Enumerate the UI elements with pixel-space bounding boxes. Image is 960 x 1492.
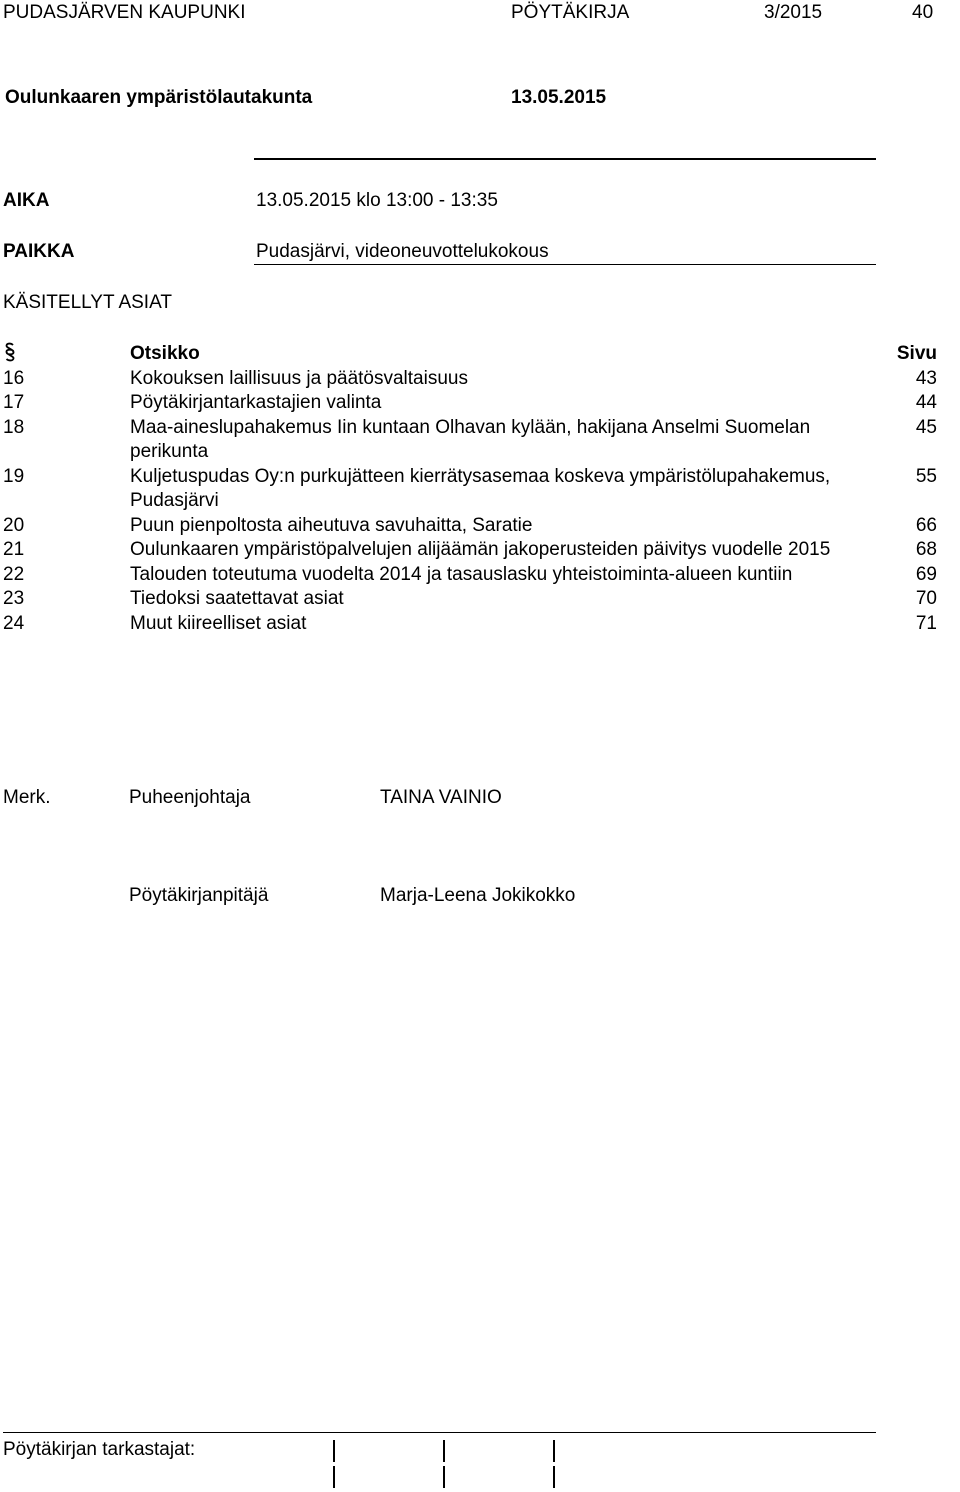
item-page: 70: [915, 588, 937, 609]
agenda-row: [3, 367, 937, 392]
reviewer-signature-box: [443, 1440, 445, 1462]
reviewers-label: Pöytäkirjan tarkastajat:: [3, 1439, 196, 1460]
item-title: Talouden toteutuma vuodelta 2014 ja tasauslasku yhteistoiminta-alueen kuntiin: [130, 563, 793, 585]
merk-label: Merk.: [3, 787, 51, 808]
reviewer-signature-box: [553, 1466, 555, 1488]
org-name: PUDASJÄRVEN KAUPUNKI: [3, 2, 246, 23]
agenda-row: [3, 563, 937, 588]
item-title: Oulunkaaren ympäristöpalvelujen alijäämän jakoperusteiden päivitys vuodelle 2015: [130, 539, 831, 560]
item-title: Tiedoksi saatettavat asiat: [130, 588, 344, 609]
item-number: 24: [3, 612, 25, 634]
item-number: 20: [3, 514, 25, 536]
secretary-name: Marja-Leena Jokikokko: [380, 885, 576, 906]
item-number: 22: [3, 563, 25, 585]
item-number: 19: [3, 465, 25, 487]
header-divider: [254, 158, 876, 160]
section-title: KÄSITELLYT ASIAT: [3, 292, 172, 313]
doc-type: PÖYTÄKIRJA: [511, 2, 630, 23]
chair-role: Puheenjohtaja: [129, 787, 251, 808]
item-title: Kuljetuspudas Oy:n purkujätteen kierrätysasemaa koskeva ympäristölupahakemus, Pudasjärvi: [130, 465, 831, 511]
secretary-role: Pöytäkirjanpitäjä: [129, 885, 269, 906]
reviewer-signature-box: [553, 1440, 555, 1462]
place-value: Pudasjärvi, videoneuvottelukokous: [256, 241, 549, 262]
item-page: 45: [915, 416, 937, 438]
agenda-row: [3, 465, 937, 514]
place-divider: [254, 264, 876, 265]
agenda-row: [3, 612, 937, 637]
item-page: 71: [915, 612, 937, 634]
item-number: 16: [3, 367, 25, 389]
item-number: 21: [3, 539, 25, 560]
reviewer-signature-box: [333, 1440, 335, 1462]
committee-name: Oulunkaaren ympäristölautakunta: [5, 87, 313, 108]
item-page: 69: [915, 563, 937, 585]
agenda-row: [3, 587, 937, 612]
item-page: 68: [915, 539, 937, 560]
item-title: Muut kiireelliset asiat: [130, 612, 307, 634]
time-value: 13.05.2015 klo 13:00 - 13:35: [256, 190, 498, 211]
agenda-table: [3, 342, 937, 636]
meeting-date: 13.05.2015: [511, 87, 607, 108]
col-title-header: Otsikko: [130, 343, 200, 364]
agenda-row: [3, 514, 937, 539]
col-page-header: Sivu: [896, 343, 937, 364]
item-page: 55: [915, 465, 937, 487]
agenda-row: [3, 416, 937, 465]
doc-number: 3/2015: [764, 2, 823, 23]
section-sign-icon: [3, 342, 17, 362]
chair-name: TAINA VAINIO: [380, 787, 502, 808]
item-page: 44: [915, 392, 937, 413]
agenda-header-row: [3, 342, 937, 367]
agenda-row: [3, 538, 937, 563]
agenda-row: [3, 391, 937, 416]
time-label: AIKA: [3, 190, 50, 211]
place-label: PAIKKA: [3, 241, 75, 262]
item-number: 23: [3, 588, 25, 609]
reviewer-signature-box: [443, 1466, 445, 1488]
item-title: Puun pienpoltosta aiheutuva savuhaitta, Saratie: [130, 514, 533, 536]
item-title: Pöytäkirjantarkastajien valinta: [130, 392, 382, 413]
item-title: Maa-aineslupahakemus Iin kuntaan Olhavan kylään, hakijana Anselmi Suomelan perikunta: [130, 416, 811, 462]
item-number: 18: [3, 416, 25, 438]
item-title: Kokouksen laillisuus ja päätösvaltaisuus: [130, 367, 468, 389]
item-number: 17: [3, 392, 25, 413]
item-page: 66: [915, 514, 937, 536]
page-number: 40: [912, 2, 934, 23]
item-page: 43: [915, 367, 937, 389]
reviewer-signature-box: [333, 1466, 335, 1488]
footer-divider: [3, 1432, 876, 1433]
